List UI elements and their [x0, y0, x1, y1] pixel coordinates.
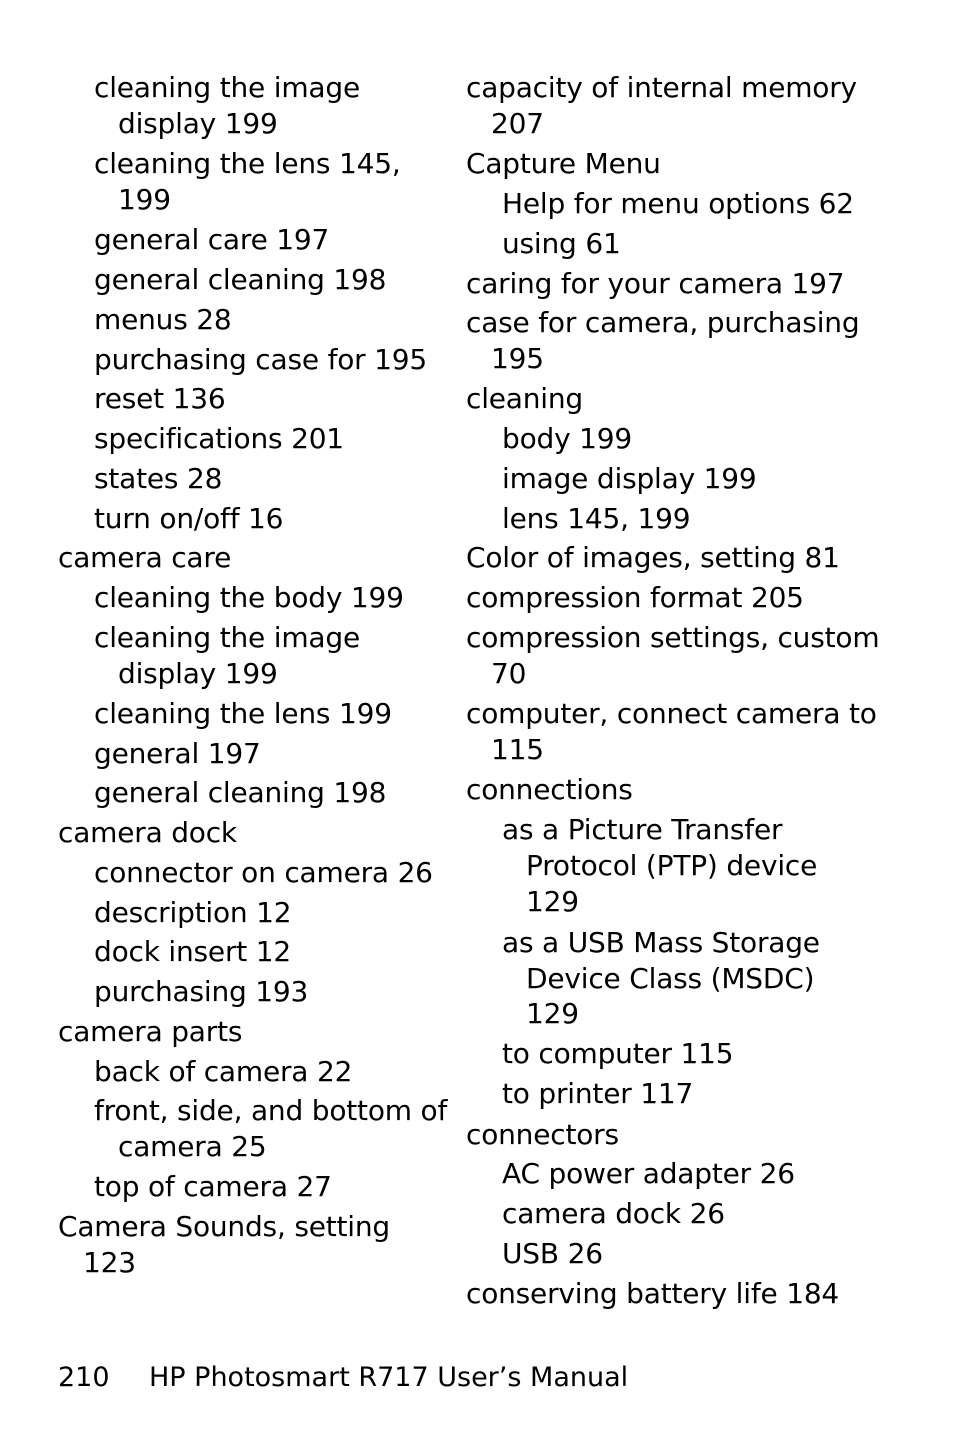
index-entry: cleaning the body 199: [94, 581, 404, 614]
index-entry: description 12: [94, 896, 292, 929]
index-entry: general cleaning 198: [94, 776, 387, 809]
index-entry: compression settings, custom: [466, 621, 880, 654]
index-entry: compression format 205: [466, 581, 804, 614]
index-entry: display 199: [118, 107, 278, 140]
index-entry: cleaning: [466, 382, 584, 415]
index-entry: computer, connect camera to: [466, 697, 877, 730]
index-entry: display 199: [118, 657, 278, 690]
index-entry: reset 136: [94, 382, 226, 415]
index-entry: conserving battery life 184: [466, 1277, 840, 1310]
index-entry: 115: [491, 733, 544, 766]
index-entry: Protocol (PTP) device: [526, 849, 818, 882]
index-entry: Help for menu options 62: [502, 187, 854, 220]
index-entry: caring for your camera 197: [466, 267, 845, 300]
page-number: 210: [58, 1362, 110, 1393]
manual-title: HP Photosmart R717 User’s Manual: [149, 1362, 629, 1393]
index-entry: front, side, and bottom of: [94, 1094, 448, 1127]
index-entry: dock insert 12: [94, 935, 291, 968]
index-entry: 123: [83, 1246, 136, 1279]
index-entry: camera 25: [118, 1130, 267, 1163]
index-entry: back of camera 22: [94, 1055, 353, 1088]
index-entry: camera care: [58, 541, 232, 574]
index-entry: general cleaning 198: [94, 263, 387, 296]
index-entry: menus 28: [94, 303, 232, 336]
index-entry: cleaning the lens 199: [94, 697, 392, 730]
index-entry: 129: [526, 885, 579, 918]
index-entry: as a Picture Transfer: [502, 813, 783, 846]
index-entry: camera dock 26: [502, 1197, 725, 1230]
index-entry: states 28: [94, 462, 223, 495]
index-entry: specifications 201: [94, 422, 344, 455]
index-entry: Color of images, setting 81: [466, 541, 840, 574]
index-entry: general 197: [94, 737, 261, 770]
index-entry: turn on/off 16: [94, 502, 284, 535]
index-entry: general care 197: [94, 223, 330, 256]
index-entry: purchasing case for 195: [94, 343, 428, 376]
index-entry: cleaning the image: [94, 621, 360, 654]
index-entry: 70: [491, 657, 527, 690]
index-entry: camera parts: [58, 1015, 243, 1048]
index-entry: to printer 117: [502, 1077, 694, 1110]
index-entry: 207: [491, 107, 544, 140]
index-entry: connectors: [466, 1118, 619, 1151]
index-entry: 195: [491, 342, 544, 375]
index-entry: lens 145, 199: [502, 502, 691, 535]
index-entry: connections: [466, 773, 633, 806]
index-entry: Capture Menu: [466, 147, 661, 180]
index-entry: AC power adapter 26: [502, 1157, 795, 1190]
index-entry: body 199: [502, 422, 632, 455]
index-entry: USB 26: [502, 1237, 603, 1270]
index-entry: to computer 115: [502, 1037, 734, 1070]
index-entry: 199: [118, 183, 171, 216]
index-entry: camera dock: [58, 816, 237, 849]
index-entry: Camera Sounds, setting: [58, 1210, 391, 1243]
index-entry: purchasing 193: [94, 975, 309, 1008]
index-entry: connector on camera 26: [94, 856, 433, 889]
index-entry: capacity of internal memory: [466, 71, 857, 104]
index-entry: Device Class (MSDC): [526, 962, 815, 995]
index-entry: using 61: [502, 227, 621, 260]
index-entry: cleaning the image: [94, 71, 360, 104]
index-entry: image display 199: [502, 462, 757, 495]
index-entry: cleaning the lens 145,: [94, 147, 401, 180]
index-entry: 129: [526, 997, 579, 1030]
index-entry: case for camera, purchasing: [466, 306, 860, 339]
index-entry: top of camera 27: [94, 1170, 332, 1203]
index-entry: as a USB Mass Storage: [502, 926, 820, 959]
